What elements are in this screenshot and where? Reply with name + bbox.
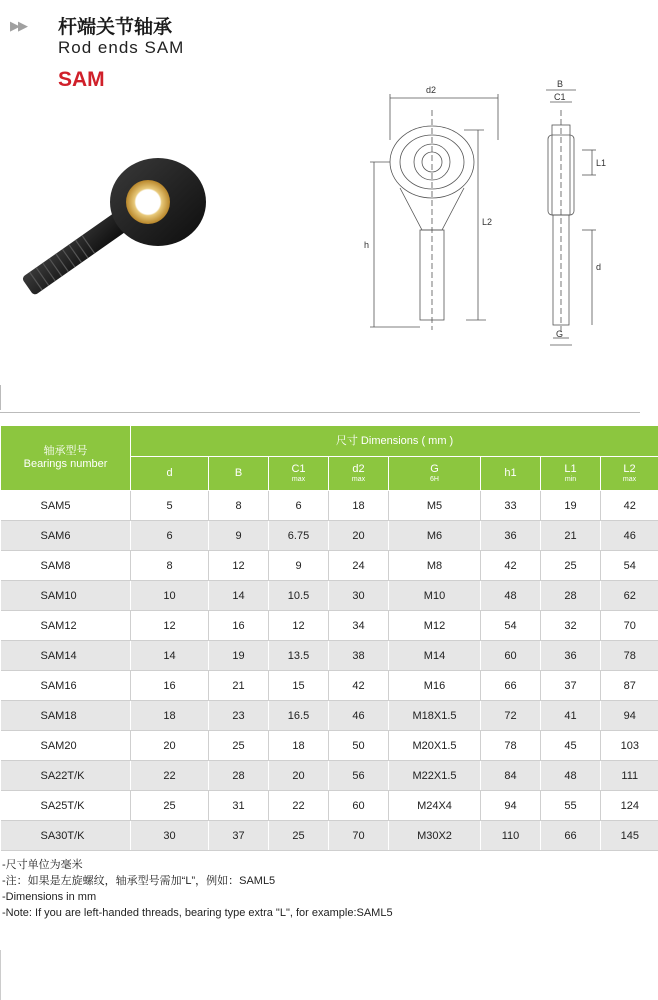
technical-drawing [360, 80, 620, 350]
page-title-en: Rod ends SAM [58, 38, 185, 57]
dimension-cell: 23 [209, 701, 269, 731]
dimension-cell: 38 [329, 641, 389, 671]
table-row [1, 821, 658, 851]
dimension-cell: M10 [389, 581, 481, 611]
dimension-cell: 46 [329, 701, 389, 731]
dimension-cell: 22 [269, 791, 329, 821]
dimension-cell: 6 [131, 521, 209, 551]
dimension-cell: 19 [541, 491, 601, 521]
bearing-number-header: 轴承型号 Bearings number [1, 426, 131, 491]
column-header: G 6H [389, 457, 481, 491]
dimension-cell: 25 [269, 821, 329, 851]
table-row [1, 761, 658, 791]
dimension-cell: 21 [209, 671, 269, 701]
dimension-cell: 21 [541, 521, 601, 551]
dimension-cell: 13.5 [269, 641, 329, 671]
table-row [1, 791, 658, 821]
label-L1: L1 [596, 158, 607, 168]
dimension-cell: 36 [541, 641, 601, 671]
table-row [1, 521, 658, 551]
dimension-cell: 16 [131, 671, 209, 701]
bearing-number-cell: SA30T/K [1, 821, 131, 851]
label-d: d [596, 262, 602, 272]
dimension-cell: 20 [269, 761, 329, 791]
dimension-cell: 56 [329, 761, 389, 791]
dimension-cell: 103 [601, 731, 658, 761]
dimension-cell: 30 [131, 821, 209, 851]
bearing-number-cell: SAM14 [1, 641, 131, 671]
dimensions-group-header: 尺寸 Dimensions ( mm ) [131, 426, 658, 457]
dimension-cell: 37 [541, 671, 601, 701]
table-row [1, 491, 658, 521]
dimension-cell: 42 [329, 671, 389, 701]
dimension-cell: M8 [389, 551, 481, 581]
table-row [1, 641, 658, 671]
rod-end-photo [10, 140, 210, 310]
dimension-cell: 78 [481, 731, 541, 761]
dimension-cell: 84 [481, 761, 541, 791]
table-row [1, 701, 658, 731]
dimension-cell: 15 [269, 671, 329, 701]
table-row [1, 551, 658, 581]
dimension-cell: 16.5 [269, 701, 329, 731]
bearing-number-cell: SAM16 [1, 671, 131, 701]
table-row [1, 731, 658, 761]
label-h: h [364, 240, 370, 250]
dimension-cell: 48 [481, 581, 541, 611]
dimension-cell: 94 [481, 791, 541, 821]
notes [2, 857, 393, 921]
bearing-number-cell: SA25T/K [1, 791, 131, 821]
dimension-cell: 94 [601, 701, 658, 731]
dimension-cell: 12 [209, 551, 269, 581]
dimension-cell: M18X1.5 [389, 701, 481, 731]
column-header: B [209, 457, 269, 491]
dimension-cell: 25 [131, 791, 209, 821]
note-line: -Note: If you are left-handed threads, bearing type extra "L", for example:SAML5 [2, 907, 393, 919]
dimension-cell: 12 [269, 611, 329, 641]
bearing-number-cell: SAM10 [1, 581, 131, 611]
table-row [1, 611, 658, 641]
dimension-cell: 34 [329, 611, 389, 641]
dimension-cell: 45 [541, 731, 601, 761]
dimension-cell: 6.75 [269, 521, 329, 551]
dimension-cell: 66 [541, 821, 601, 851]
dimension-cell: 60 [329, 791, 389, 821]
dimension-cell: 62 [601, 581, 658, 611]
dimension-cell: 10.5 [269, 581, 329, 611]
arrows-icon: ▶▶ [10, 18, 26, 33]
dimension-cell: 110 [481, 821, 541, 851]
page-title-cn: 杆端关节轴承 [58, 16, 173, 38]
dimension-cell: 87 [601, 671, 658, 701]
column-header: L2 max [601, 457, 658, 491]
table-row [1, 671, 658, 701]
dimension-cell: 54 [601, 551, 658, 581]
dimensions-table [0, 425, 658, 851]
dimension-cell: 9 [209, 521, 269, 551]
column-header: C1 max [269, 457, 329, 491]
dimension-cell: 22 [131, 761, 209, 791]
dimension-cell: 5 [131, 491, 209, 521]
dimension-cell: 6 [269, 491, 329, 521]
note-line: -Dimensions in mm [2, 891, 97, 903]
dimension-cell: M14 [389, 641, 481, 671]
dimension-cell: 9 [269, 551, 329, 581]
dimension-cell: 8 [131, 551, 209, 581]
dimension-cell: M6 [389, 521, 481, 551]
dimension-cell: M20X1.5 [389, 731, 481, 761]
label-d2: d2 [426, 85, 437, 95]
left-rule [0, 385, 1, 410]
bearing-number-cell: SAM6 [1, 521, 131, 551]
dimension-cell: 50 [329, 731, 389, 761]
dimension-cell: 66 [481, 671, 541, 701]
dimension-cell: M12 [389, 611, 481, 641]
column-header: d2 max [329, 457, 389, 491]
dimension-cell: 55 [541, 791, 601, 821]
separator-line [0, 412, 640, 413]
dimension-cell: 41 [541, 701, 601, 731]
label-G: G [556, 329, 564, 339]
dimension-cell: 72 [481, 701, 541, 731]
dimension-cell: 32 [541, 611, 601, 641]
note-line: -注：如果是左旋螺纹，轴承型号需加“L”，例如：SAML5 [2, 875, 276, 887]
dimension-cell: M24X4 [389, 791, 481, 821]
column-header: L1 min [541, 457, 601, 491]
bearing-number-cell: SAM8 [1, 551, 131, 581]
bearing-number-cell: SAM18 [1, 701, 131, 731]
dimension-cell: M5 [389, 491, 481, 521]
bearing-number-cell: SAM20 [1, 731, 131, 761]
dimension-cell: 111 [601, 761, 658, 791]
dimension-cell: 70 [329, 821, 389, 851]
column-header: d [131, 457, 209, 491]
label-B: B [557, 80, 564, 89]
dimension-cell: 14 [209, 581, 269, 611]
dimension-cell: 28 [541, 581, 601, 611]
dimension-cell: M30X2 [389, 821, 481, 851]
dimension-cell: 60 [481, 641, 541, 671]
bearing-number-cell: SA22T/K [1, 761, 131, 791]
dimension-cell: 18 [269, 731, 329, 761]
dimension-cell: 18 [329, 491, 389, 521]
label-L2: L2 [482, 217, 493, 227]
dimension-cell: 31 [209, 791, 269, 821]
dimension-cell: 28 [209, 761, 269, 791]
dimension-cell: 18 [131, 701, 209, 731]
dimension-cell: 145 [601, 821, 658, 851]
dimension-cell: 30 [329, 581, 389, 611]
dimension-cell: M16 [389, 671, 481, 701]
bottom-rule [0, 950, 1, 1000]
table-row [1, 581, 658, 611]
dimension-cell: 12 [131, 611, 209, 641]
dimension-cell: 25 [541, 551, 601, 581]
bearing-number-cell: SAM12 [1, 611, 131, 641]
column-header: h1 [481, 457, 541, 491]
note-line: -尺寸单位为毫米 [2, 859, 83, 871]
dimension-cell: 78 [601, 641, 658, 671]
dimension-cell: 36 [481, 521, 541, 551]
dimension-cell: 24 [329, 551, 389, 581]
dimension-cell: 16 [209, 611, 269, 641]
dimension-cell: 70 [601, 611, 658, 641]
dimension-cell: 124 [601, 791, 658, 821]
dimension-cell: 46 [601, 521, 658, 551]
bearing-number-cell: SAM5 [1, 491, 131, 521]
dimension-cell: 42 [481, 551, 541, 581]
dimension-cell: 8 [209, 491, 269, 521]
dimension-cell: 48 [541, 761, 601, 791]
dimension-cell: M22X1.5 [389, 761, 481, 791]
dimension-cell: 37 [209, 821, 269, 851]
dimension-cell: 20 [131, 731, 209, 761]
label-C1: C1 [554, 92, 566, 102]
dimension-cell: 42 [601, 491, 658, 521]
dimension-cell: 14 [131, 641, 209, 671]
model-label: SAM [58, 68, 105, 91]
dimension-cell: 10 [131, 581, 209, 611]
dimension-cell: 54 [481, 611, 541, 641]
dimension-cell: 20 [329, 521, 389, 551]
dimension-cell: 25 [209, 731, 269, 761]
dimension-cell: 33 [481, 491, 541, 521]
dimension-cell: 19 [209, 641, 269, 671]
